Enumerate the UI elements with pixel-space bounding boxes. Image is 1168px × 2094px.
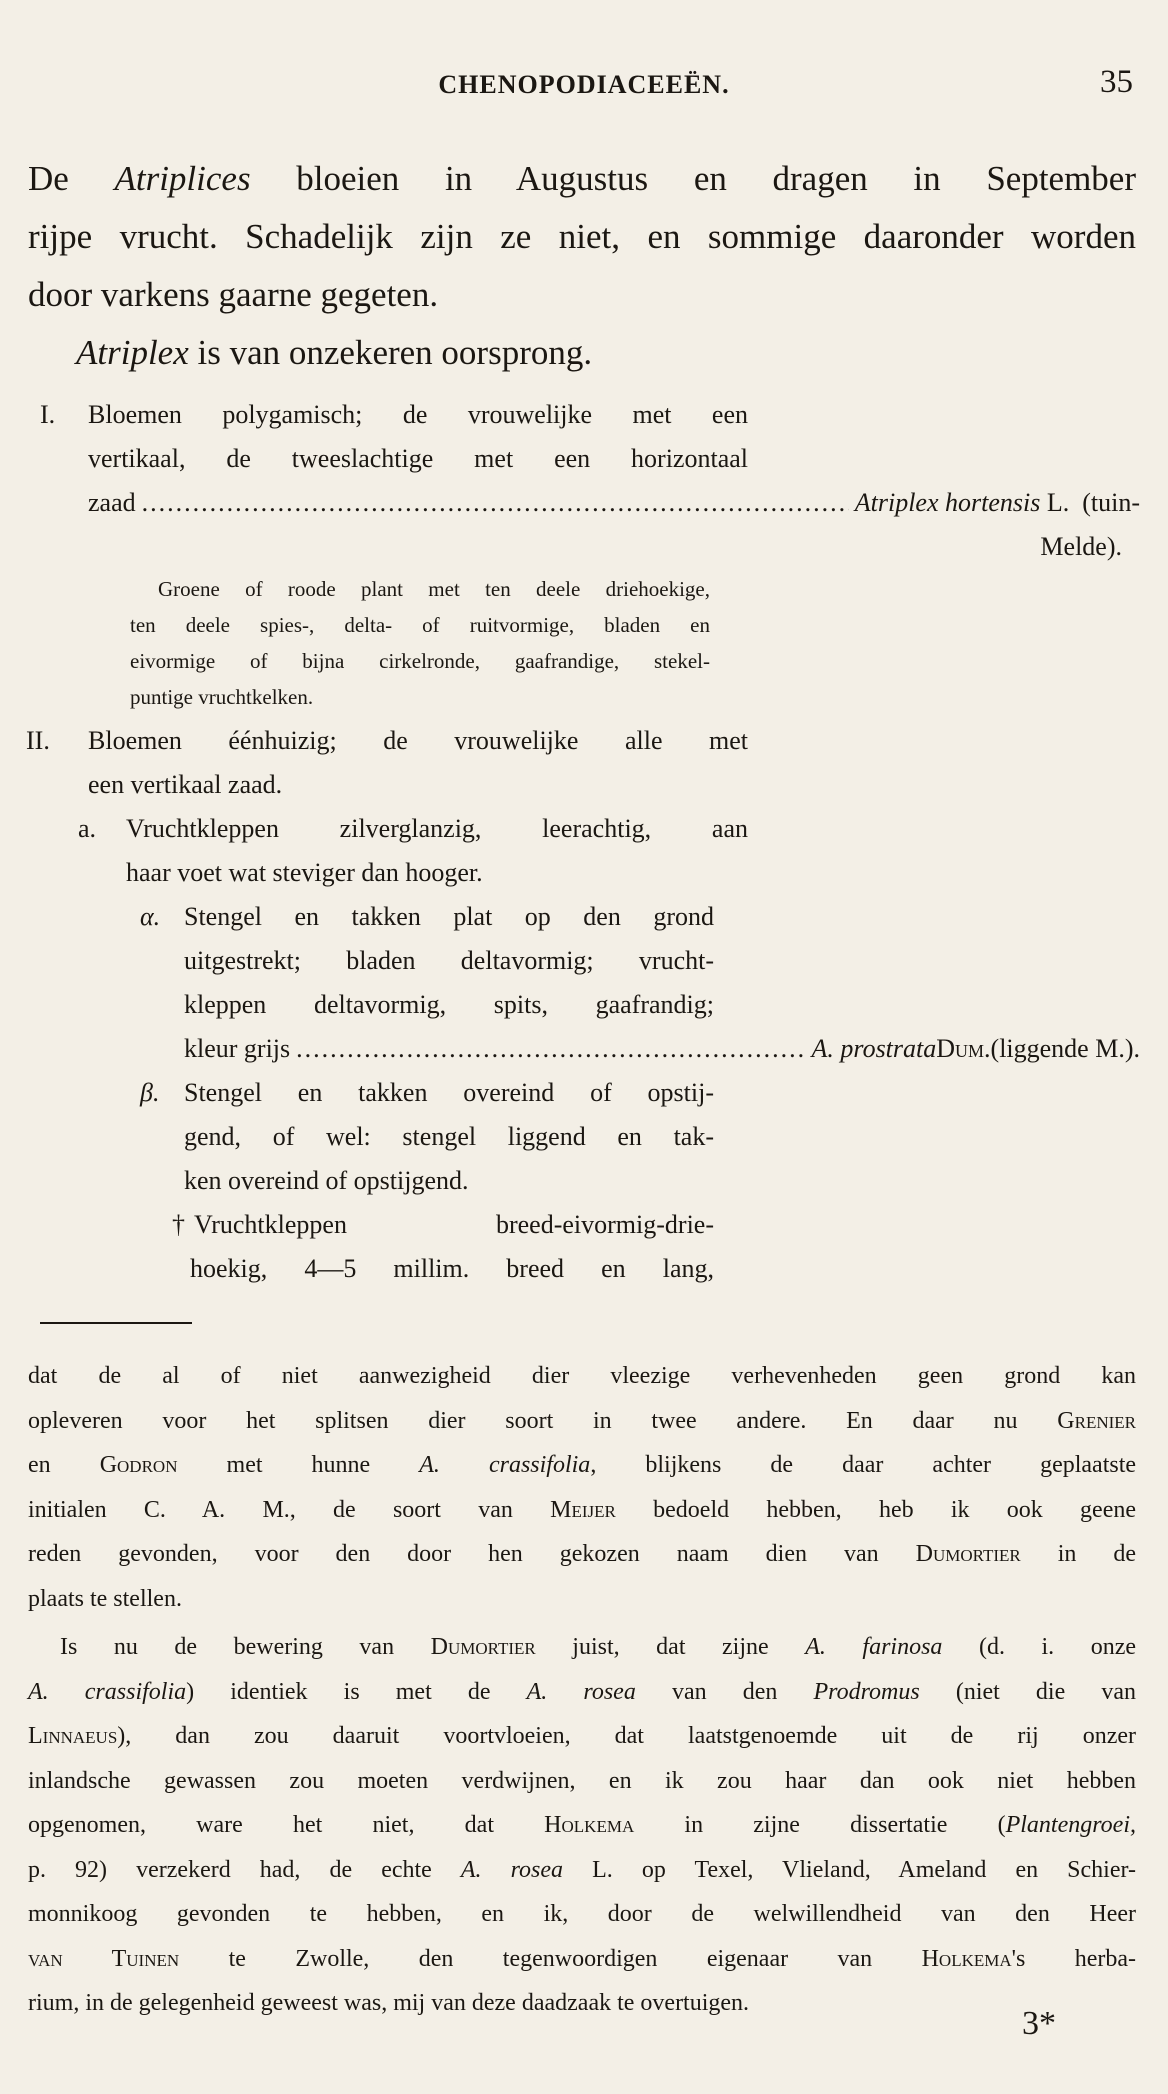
- species-description: Groene of roode plant met ten deele driehoekige, ten deele spies-, delta- of ruitvormige, bladen en eivormige of bijna cirkelronde, gaafrandige, stekel- puntige vruchtkelken.: [130, 577, 710, 709]
- intro-paragraph: [28, 150, 1136, 382]
- intro-line-1: De Atriplices bloeien in Augustus en dragen in September: [28, 159, 1136, 198]
- leader-dots: [142, 481, 849, 525]
- genus-name: Atriplices: [114, 159, 251, 198]
- key-entry-II: II. Bloemen éénhuizig; de vrouwelijke alle met een vertikaal zaad.: [40, 719, 1140, 807]
- key-entry-alpha: α. Stengel en takken plat op den grond uitgestrekt; bladen deltavormig; vrucht- kleppen deltavormig, spits, gaafrandig;: [40, 895, 1140, 1027]
- footnote-paragraph-1: dat de al of niet aanwezigheid dier vleezige verhevenheden geen grond kan opleveren voor het splitsen dier soort in twee andere. En daar nu Grenier en Godron met hunne A. crassifolia, blijkens de daar achter geplaatste initialen C. A. M., de soort van Meijer bedoeld hebben, heb ik ook geene reden gevonden, voor den door hen gekozen naam dien van Dumortier in de plaats te stellen.: [28, 1363, 1137, 1612]
- intro-line-3: door varkens gaarne gegeten.: [28, 275, 439, 314]
- running-head: CHENOPODIACEEËN.: [438, 70, 730, 99]
- key-greek-letter: β.: [140, 1078, 160, 1107]
- common-name-continuation: Melde).: [1040, 532, 1122, 561]
- page-number: 35: [1100, 64, 1133, 100]
- species-name: A. prostrata: [811, 1034, 937, 1063]
- key-letter: a.: [78, 814, 97, 843]
- species-name: Atriplex hortensis: [854, 488, 1041, 517]
- key-entry-I-result: zaad ..... Atriplex hortensis L. (tuin-: [40, 481, 1140, 525]
- key-entry-alpha-result: kleur grijs ..... A. prostrata Dum. (liggende M.).: [40, 1027, 1140, 1071]
- key-entry-beta: β. Stengel en takken overeind of opstij- gend, of wel: stengel liggend en tak- ken overeind of opstijgend.: [40, 1071, 1140, 1203]
- intro-line-4: Atriplex is van onzekeren oorsprong.: [76, 333, 593, 372]
- identification-key: [26, 393, 1140, 1291]
- intro-line-2: rijpe vrucht. Schadelijk zijn ze niet, en sommige daaronder worden: [28, 217, 1136, 256]
- footnote: [28, 1354, 1136, 2026]
- leader-dots: [296, 1027, 805, 1071]
- dagger-mark: †: [172, 1210, 185, 1239]
- key-entry-a: a. Vruchtkleppen zilverglanzig, leerachtig, aan haar voet wat steviger dan hooger.: [40, 807, 1140, 895]
- footnote-rule: [40, 1322, 192, 1324]
- genus-name: Atriplex: [76, 333, 189, 372]
- key-greek-letter: α.: [140, 902, 161, 931]
- footnote-paragraph-2: Is nu de bewering van Dumortier juist, dat zijne A. farinosa (d. i. onze A. crassifolia) identiek is met de A. rosea van den Prodromus (niet die van Linnaeus), dan zou daaruit voortvloeien, dat laatstgenoemde uit de rij onzer inlandsche gewassen zou moeten verdwijnen, en ik zou haar dan ook niet hebben opgenomen, ware het niet, dat Holkema in zijne dissertatie (Plantengroei, p. 92) verzekerd had, de echte A. rosea L. op Texel, Vlieland, Ameland en Schier- monnikoog gevonden te hebben, en ik, door de welwillendheid van den Heer van Tuinen te Zwolle, den tegenwoordigen eigenaar van Holkema's herba- rium, in de gelegenheid geweest was, mij van deze daadzaak te overtuigen.: [28, 1634, 1137, 2016]
- key-entry-dagger: † Vruchtkleppen breed-eivormig-drie- hoekig, 4—5 millim. breed en lang,: [40, 1203, 1140, 1291]
- key-entry-I: I. Bloemen polygamisch; de vrouwelijke met een vertikaal, de tweeslachtige met een horizontaal: [40, 393, 1140, 481]
- key-number: II.: [26, 726, 50, 755]
- key-number: I.: [40, 400, 56, 429]
- signature-mark: 3*: [1022, 2005, 1056, 2042]
